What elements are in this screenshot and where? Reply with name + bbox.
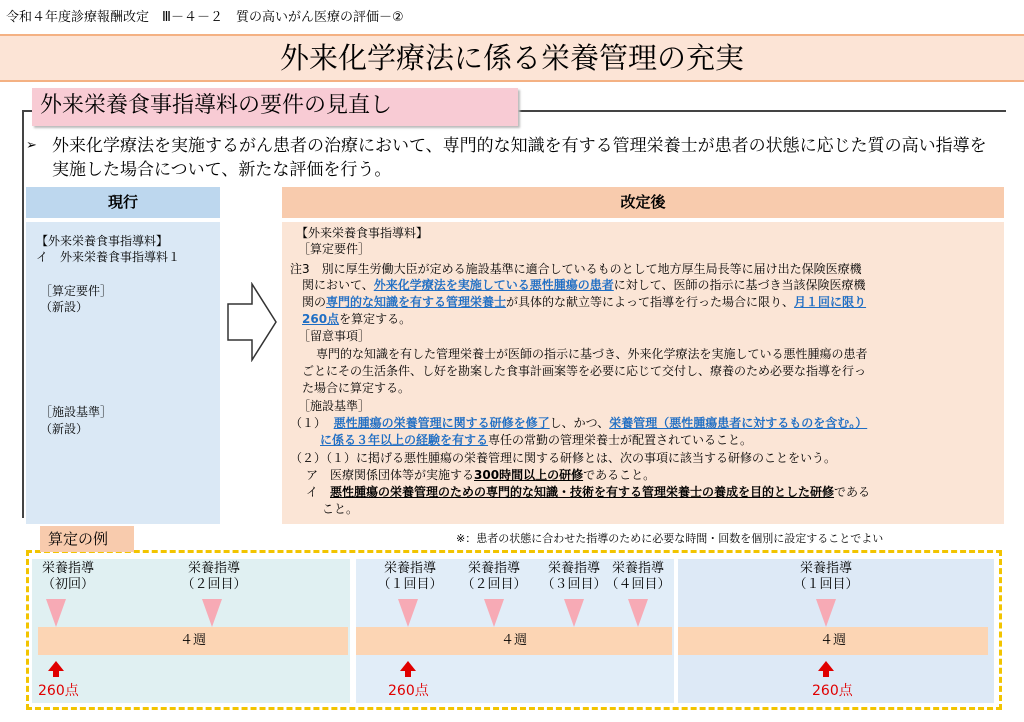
bold-text: 悪性腫瘍の栄養管理のための専門的な知識・技術を有する管理栄養士の養成を目的とした研修 (330, 485, 835, 499)
highlight-text: に係る３年以上の経験を有する (320, 433, 489, 447)
visit-marker-icon (202, 599, 222, 627)
revised-text: を算定する。 (339, 312, 412, 326)
bold-text: 300時間以上の研修 (474, 468, 584, 482)
highlight-text: 悪性腫瘍の栄養管理に関する研修を修了 (333, 416, 550, 430)
revised-line (306, 485, 870, 500)
revised-line: ［留意事項］ (298, 329, 371, 343)
up-arrow-stem (53, 670, 59, 677)
revised-text: であること。 (583, 468, 656, 482)
footnote: ※：患者の状態に合わせた指導のために必要な時間・回数を個別に設定することでよい (456, 532, 884, 545)
current-line: 【外来栄養食事指導料】 (36, 234, 169, 248)
revised-line: 注3 別に厚生労働大臣が定める施設基準に適合しているものとして地方厚生局長等に届け出た保険医療機 (290, 262, 862, 276)
revised-line (302, 312, 411, 327)
section-heading: 外来栄養食事指導料の要件の見直し (32, 88, 518, 126)
revised-line: （２）（１）に掲げる悪性腫瘍の栄養管理に関する研修とは、次の事項に該当する研修のことをいう。 (290, 451, 837, 465)
visit-label: 栄養指導 （１回目） (377, 561, 443, 592)
visit-marker-icon (564, 599, 584, 627)
revised-line (302, 278, 866, 293)
visit-marker-icon (484, 599, 504, 627)
revised-line: た場合に算定する。 (302, 381, 411, 395)
current-panel (26, 222, 220, 524)
revised-text: 専任の常勤の管理栄養士が配置されていること。 (488, 433, 753, 447)
visit-label: 栄養指導 （初回） (41, 561, 94, 592)
summary-bullet (26, 134, 996, 182)
revised-heading: 改定後 (282, 187, 1004, 218)
highlight-text: 栄養管理（悪性腫瘍患者に対するものを含む。） (609, 416, 868, 430)
revised-text: ア 医療関係団体等が実施する (306, 468, 475, 482)
points-label: 260点 (38, 683, 79, 699)
example-heading: 算定の例 (40, 526, 134, 552)
revised-text: （１） (290, 416, 327, 430)
current-line: ［算定要件］ (40, 284, 113, 298)
revised-line: 専門的な知識を有した管理栄養士が医師の指示に基づき、外来化学療法を実施している悪性腫瘍の患者 (316, 347, 868, 361)
revised-line (290, 416, 867, 431)
revised-line: ごとにその生活条件、し好を勘案した食事計画案等を必要に応じて交付し、療養のため必要な指導を行っ (302, 364, 867, 378)
example-panel-1 (32, 559, 350, 703)
current-line: イ 外来栄養食事指導料１ (36, 250, 181, 264)
revised-line (306, 468, 655, 483)
four-week-bar: ４週 (356, 627, 672, 655)
visit-label: 栄養指導 （２回目） (461, 561, 527, 592)
example-panel-3 (678, 559, 994, 703)
page-title: 外来化学療法に係る栄養管理の充実 (279, 41, 744, 75)
revised-line (320, 433, 752, 448)
four-week-bar: ４週 (678, 627, 988, 655)
revised-line: こと。 (322, 502, 359, 516)
arrow-bullet-icon: ➢ (26, 138, 37, 153)
points-label: 260点 (812, 683, 853, 699)
up-arrow-stem (823, 670, 829, 677)
visit-label: 栄養指導 （４回目） (605, 561, 671, 592)
current-line: ［施設基準］ (40, 405, 113, 419)
current-line: （新設） (40, 300, 89, 314)
revised-line: 【外来栄養食事指導料】 (296, 226, 429, 240)
right-arrow-icon (226, 282, 278, 362)
revised-text: し、かつ、 (549, 416, 610, 430)
revised-line: ［算定要件］ (298, 242, 371, 256)
four-week-bar: ４週 (38, 627, 348, 655)
revised-text: イ (306, 485, 331, 499)
example-panel-2 (356, 559, 674, 703)
highlight-text: 外来化学療法を実施している悪性腫瘍の患者 (373, 278, 614, 292)
up-arrow-stem (405, 670, 411, 677)
highlight-text: 月１回に限り (794, 295, 867, 309)
points-label: 260点 (388, 683, 429, 699)
current-line: （新設） (40, 422, 89, 436)
page-header: 令和４年度診療報酬改定 Ⅲ－４－２ 質の高いがん医療の評価－② (6, 10, 404, 25)
highlight-text: 専門的な知識を有する管理栄養士 (326, 295, 507, 309)
visit-marker-icon (628, 599, 648, 627)
visit-marker-icon (46, 599, 66, 627)
revised-text: である (834, 485, 871, 499)
visit-label: 栄養指導 （１回目） (793, 561, 859, 592)
revised-line (302, 295, 866, 310)
revised-text: に対して、医師の指示に基づき当該保険医療機 (613, 278, 866, 292)
summary-text: 外来化学療法を実施するがん患者の治療において、専門的な知識を有する管理栄養士が患者の状態に応じた質の高い指導を実施した場合について、新たな評価を行う。 (52, 136, 987, 180)
revised-line: ［施設基準］ (298, 399, 371, 413)
revised-text: 関において、 (302, 278, 374, 292)
revised-text: 関の (302, 295, 327, 309)
revised-text: が具体的な献立等によって指導を行った場合に限り、 (506, 295, 795, 309)
revised-panel (282, 222, 1004, 524)
visit-marker-icon (398, 599, 418, 627)
visit-label: 栄養指導 （３回目） (541, 561, 607, 592)
visit-marker-icon (816, 599, 836, 627)
highlight-text: 260点 (302, 312, 340, 326)
visit-label: 栄養指導 （２回目） (181, 561, 247, 592)
current-heading: 現行 (26, 187, 220, 218)
